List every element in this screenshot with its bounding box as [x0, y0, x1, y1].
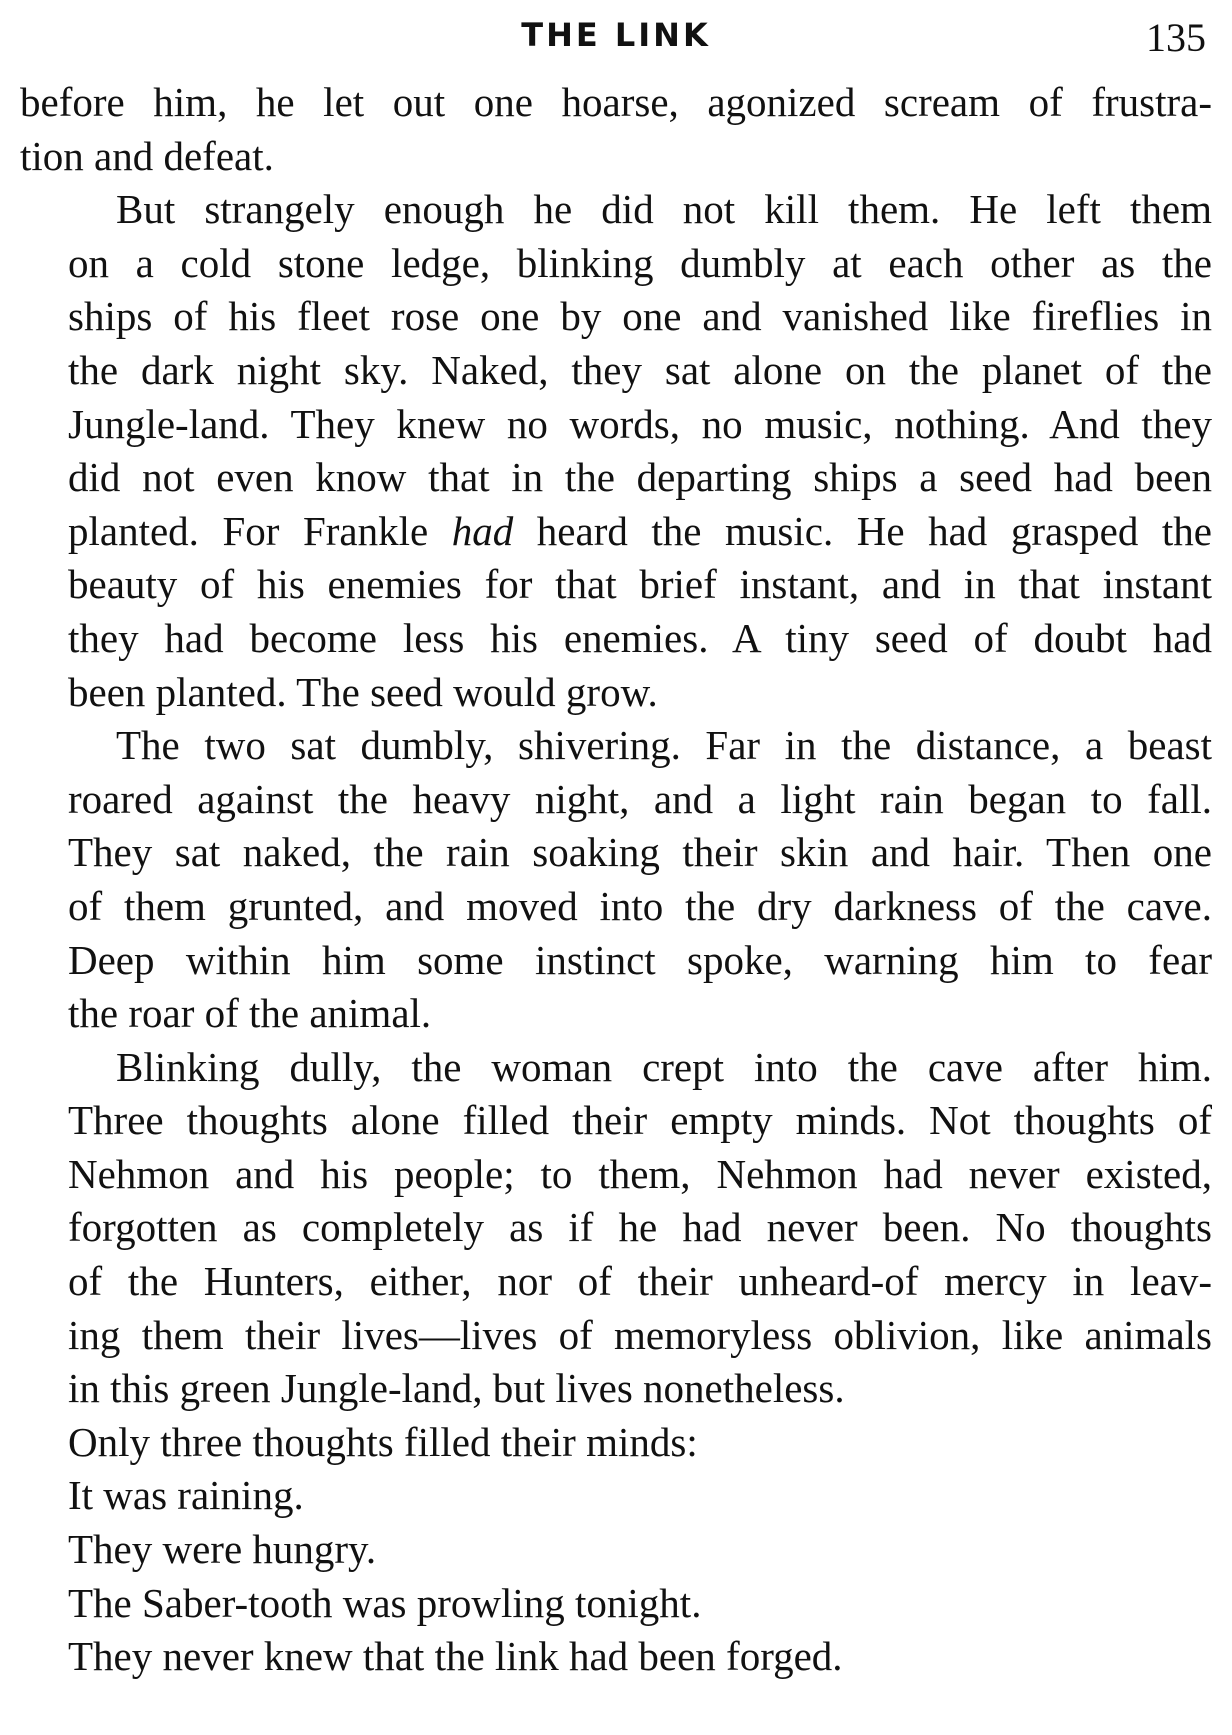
text-line: roared against the heavy night, and a light rain began to fall. — [68, 775, 1212, 822]
text-line: Blinking dully, the woman crept into the cave after him. — [116, 1043, 1212, 1090]
short-line: It was raining. — [68, 1472, 304, 1519]
text-line: Three thoughts alone filled their empty minds. Not thoughts of — [68, 1097, 1212, 1144]
paragraph — [20, 183, 1212, 719]
text-line: They sat naked, the rain soaking their skin and hair. Then one — [68, 829, 1212, 876]
text-line: of them grunted, and moved into the dry darkness of the cave. — [68, 882, 1212, 929]
paragraph — [20, 719, 1212, 1041]
text-line: tion and defeat. — [20, 132, 274, 179]
short-line: The Saber-tooth was prowling tonight. — [68, 1579, 702, 1626]
text-line: planted. For Frankle had heard the music. He had grasped the — [68, 507, 1212, 554]
text-line: the dark night sky. Naked, they sat alone on the planet of the — [68, 346, 1212, 393]
text-line: ing them their lives—lives of memoryless oblivion, like animals — [68, 1311, 1212, 1358]
text-line: Jungle-land. They knew no words, no music, nothing. And they — [68, 400, 1212, 447]
chapter-title: THE LINK — [521, 16, 711, 54]
text-line: But strangely enough he did not kill them. He left them — [116, 186, 1212, 233]
text-line: been planted. The seed would grow. — [68, 668, 658, 715]
text-line: on a cold stone ledge, blinking dumbly at each other as the — [68, 239, 1212, 286]
paragraph — [20, 76, 1212, 183]
text-line: The two sat dumbly, shivering. Far in the distance, a beast — [116, 722, 1212, 769]
text-line: forgotten as completely as if he had never been. No thoughts — [68, 1204, 1212, 1251]
text-line: before him, he let out one hoarse, agonized scream of frustra- — [20, 79, 1212, 125]
text-line: the roar of the animal. — [68, 990, 432, 1037]
body-text — [20, 76, 1212, 1684]
paragraph — [20, 1041, 1212, 1416]
running-head — [20, 0, 1212, 76]
short-line: Only three thoughts filled their minds: — [68, 1418, 698, 1465]
text-line: Nehmon and his people; to them, Nehmon had never existed, — [68, 1150, 1212, 1197]
text-line: in this green Jungle-land, but lives nonetheless. — [68, 1365, 845, 1412]
short-line: They were hungry. — [68, 1526, 377, 1573]
text-line: Deep within him some instinct spoke, warning him to fear — [68, 936, 1212, 983]
text-line: did not even know that in the departing ships a seed had been — [68, 454, 1212, 501]
text-line: of the Hunters, either, nor of their unheard-of mercy in leav- — [68, 1258, 1212, 1305]
page-number: 135 — [1146, 15, 1206, 60]
text-line: beauty of his enemies for that brief instant, and in that instant — [68, 561, 1212, 608]
text-line: they had become less his enemies. A tiny seed of doubt had — [68, 614, 1212, 661]
short-line: They never knew that the link had been forged. — [68, 1633, 843, 1680]
book-page — [20, 0, 1212, 1735]
text-line: ships of his fleet rose one by one and vanished like fireflies in — [68, 293, 1212, 340]
